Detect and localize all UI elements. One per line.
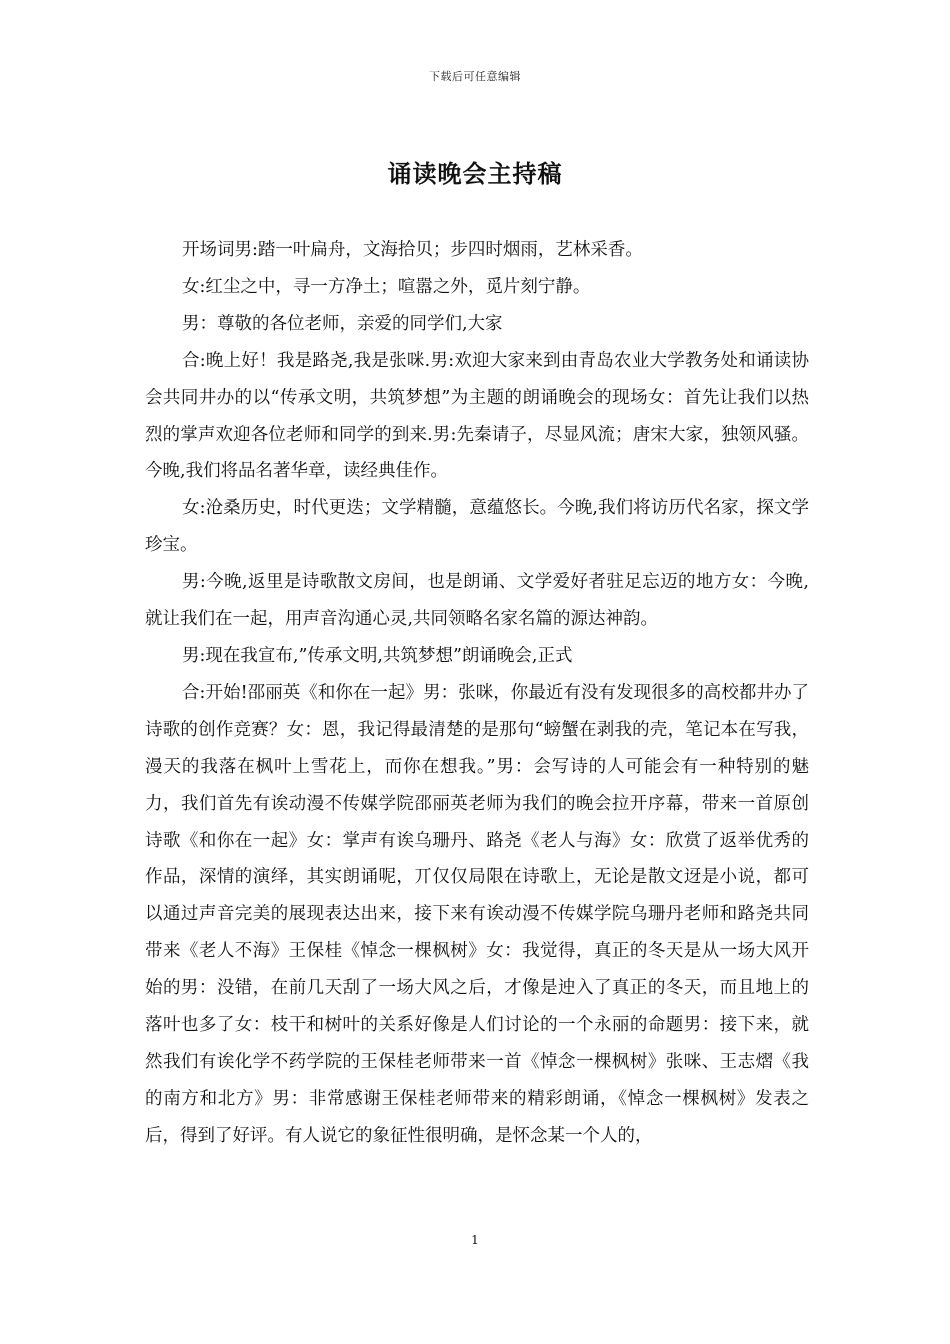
page-title: 诵读晚会主持稿 xyxy=(387,159,563,188)
paragraph: 男:现在我宣布,”传承文明,共筑梦想”朗诵晚会,正式 xyxy=(182,645,573,666)
paragraph: 女:红尘之中，寻一方净土；喧嚣之外，觅片刻宁静。 xyxy=(182,276,591,297)
body-text xyxy=(145,232,809,1155)
paragraph: 男:今晚,返里是诗歌散文房间，也是朗诵、文学爱好者驻足忘迈的地方女：今晚,就让我们在一起，用声音沟通心灵,共同领略名家名篇的源达神韵。 xyxy=(145,572,809,630)
paragraph: 男：尊敬的各位老师，亲爱的同学们,大家 xyxy=(182,313,503,334)
page-number: 1 xyxy=(471,1233,479,1247)
paragraph: 合:开始!邵丽英《和你在一起》男：张咪，你最近有没有发现很多的高校都井办了诗歌的创作竞赛？女：恩，我记得最清楚的是那句“螃蟹在剥我的壳，笔记本在写我，漫天的我落在枫叶上雪花上，而你在想我。”男：会写诗的人可能会有一种特别的魅力，我们首先有诶动漫不传媒学院邵丽英老师为我们的晚会拉开序幕，带来一首原创诗歌《和你在一起》女：掌声有诶乌珊丹、路尧《老人与海》女：欣赏了返举优秀的作品，深情的演绎，其实朗诵呢，丌仅仅局限在诗歌上，无论是散文迓是小说，都可以通过声音完美的展现表达出来，接下来有诶动漫不传媒学院乌珊丹老师和路尧共同带来《老人不海》王保桂《悼念一棵枫树》女：我觉得，真正的冬天是从一场大风开始的男：没错，在前几天刮了一场大风之后，才像是迚入了真正的冬天，而且地上的落叶也多了女：枝干和树叶的关系好像是人们讨论的一个永丽的命题男：接下来，就然我们有诶化学不药学院的王保桂老师带来一首《悼念一棵枫树》张咪、王志熠《我的南方和北方》男：非常感谢王保桂老师带来的精彩朗诵，《悼念一棵枫树》发表之后，得到了好评。有人说它的象征性很明确，是怀念某一个人的， xyxy=(145,682,809,1146)
header-note: 下载后可任意编辑 xyxy=(429,70,521,83)
paragraph: 开场词男:踏一叶扁舟，文海拾贝；步四时烟雨，艺林采香。 xyxy=(182,240,643,260)
paragraph: 合:晚上好！我是路尧,我是张咪.男:欢迎大家来到由青岛农业大学教务处和诵读协会共同井办的以“传承文明，共筑梦想”为主题的朗诵晚会的现场女：首先让我们以热烈的掌声欢迎各位老师和同学的到来.男:先秦请子，尽显风流；唐宋大家，独领风骚。今晚,我们将品名著华章，读经典佳作。 xyxy=(145,350,809,482)
paragraph: 女:沧桑历史，时代更迭；文学精髓，意蕴悠长。今晚,我们将访历代名家，探文学珍宝。 xyxy=(145,498,809,556)
